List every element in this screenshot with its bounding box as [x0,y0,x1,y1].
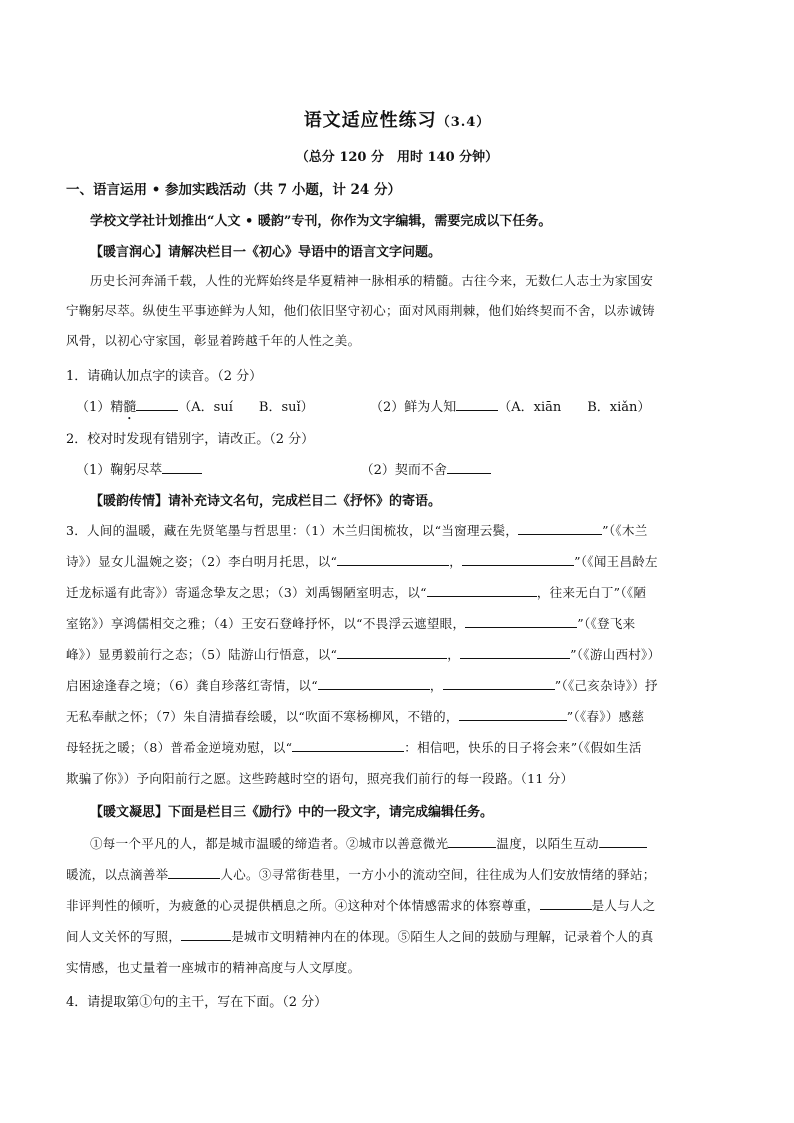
q3-text: ：相信吧，快乐的日子将会来”（《假如生活 [404,740,642,755]
q3-text: 启困途逢春之境；（6）龚自珍落红寄情，以“ [66,678,318,693]
answer-blank[interactable] [337,553,449,566]
passage3-text: 间人文关怀的写照， [66,929,182,944]
q3-text: ”（《春》）感慈 [566,709,645,724]
passage-line-1: 历史长河奔涌千载，人性的光辉始终是华夏精神一脉相承的精髓。古往今来，无数仁人志士为家国安 [90,273,654,288]
passage3-line-4 [66,927,730,945]
answer-blank[interactable] [599,835,647,848]
passage3-text: 温度，以陌生互动 [496,836,599,851]
question-4: 4．请提取第①句的主干，写在下面。（2 分） [66,995,328,1010]
q2a-text: （1）鞠躬尽萃 [76,463,163,478]
title-text: 语文适应性练习 [303,110,437,131]
q3-text: ， [449,554,463,569]
passage3-line-3 [66,896,730,914]
q1a-prefix: （1）精 [76,400,124,415]
q3-text: ”（《己亥杂诗》）抒 [554,678,658,693]
answer-blank[interactable] [448,835,496,848]
passage3-line-1 [90,834,730,852]
answer-blank[interactable] [462,553,574,566]
passage3-text: 暖流，以点滴善举 [66,867,169,882]
answer-blank[interactable] [337,646,447,659]
passage3-text: ①每一个平凡的人，都是城市温暖的缔造者。②城市以善意微光 [90,836,449,851]
q1a-choices: （A．suí B．suǐ） [178,400,314,415]
answer-blank[interactable] [447,461,491,474]
passage3-line-5: 实情感，也丈量着一座城市的精神高度与人文厚度。 [66,960,361,975]
task-heading-2: 【暖韵传情】请补充诗文名句，完成栏目二《抒怀》的寄语。 [90,494,442,509]
q3-text: ”（《木兰 [602,523,648,538]
q3-text: ”（《游山西村》） [570,647,661,662]
q3-text: 3．人间的温暖，藏在先贤笔墨与哲思里：（1）木兰归闺梳妆，以“当窗理云鬓， [66,523,519,538]
q3-line-7 [66,707,730,725]
section-heading: 一、语言运用 • 参加实践活动（共 7 小题，计 24 分） [66,182,402,198]
task-heading-1: 【暖言润心】请解决栏目一《初心》导语中的语言文字问题。 [90,245,442,260]
question-1: 1．请确认加点字的读音。（2 分） [66,369,263,384]
passage3-text: 是城市文明精神内在的体现。⑤陌生人之间的鼓励与理解，记录着个人的真 [231,929,654,944]
q3-text: ”（《闻王昌龄左 [574,554,658,569]
answer-blank[interactable] [456,398,498,411]
answer-blank[interactable] [443,677,555,690]
task-heading-3: 【暖文凝思】下面是栏目三《励行》中的一段文字，请完成编辑任务。 [90,805,494,820]
q3-line-6 [66,676,730,694]
page-title [0,106,794,132]
q3-text: ， [447,647,461,662]
answer-blank[interactable] [540,897,592,910]
q3-line-8 [66,738,730,756]
q3-line-9: 欺骗了你》）予向阳前行之愿。这些跨越时空的语句，照亮我们前行的每一段路。（11 分） [66,771,574,786]
q1b-prefix: （2）鲜为人知 [369,400,457,415]
page-subtitle: （总分 120 分 用时 140 分钟） [295,150,499,165]
q3-line-1 [66,521,730,539]
passage3-text: 人心。③寻常街巷里，一方小小的流动空间，往往成为人们安放情绪的驿站； [220,867,656,882]
question-2: 2．校对时发现有错别字，请改正。（2 分） [66,432,315,447]
q2b-text: （2）契而不舍 [360,463,447,478]
q3-line-3 [66,583,730,601]
answer-blank[interactable] [292,739,404,752]
intro-text: 学校文学社计划推出“人文 • 暖韵”专刊，你作为文字编辑，需要完成以下任务。 [90,214,552,229]
q3-text: 无私奉献之怀；（7）朱自清描春绘暖，以“吹面不寒杨柳风，不错的， [66,709,459,724]
answer-blank[interactable] [460,646,570,659]
q3-text: 室铭》）享鸿儒相交之雅；（4）王安石登峰抒怀，以“不畏浮云遮望眼， [66,616,466,631]
q3-line-5 [66,645,730,663]
passage3-text: 非评判性的倾听，为疲惫的心灵提供栖息之所。④这种对个体情感需求的体察尊重， [66,898,540,913]
passage3-line-2 [66,865,730,883]
q3-text: 迁龙标遥有此寄》）寄遥念挚友之思；（3）刘禹锡陋室明志，以“ [66,585,427,600]
q3-text: ”（《登飞来 [577,616,636,631]
question-1-options [76,396,740,423]
answer-blank[interactable] [181,928,231,941]
q1b-choices: （A．xiān B．xiǎn） [498,400,651,415]
question-2-items [76,459,740,478]
answer-blank[interactable] [162,461,202,474]
q3-text: ，往来无白丁”（《陋 [536,585,647,600]
answer-blank[interactable] [459,708,567,721]
q3-text: 母轻抚之暖；（8）普希金逆境劝慰，以“ [66,740,293,755]
q1a-dotted-char: 髓 [123,400,137,415]
passage3-text: 是人与人之 [591,898,656,913]
answer-blank[interactable] [318,677,430,690]
answer-blank[interactable] [136,398,178,411]
q3-text: 峰》）显勇毅前行之态；（5）陆游山行悟意，以“ [66,647,338,662]
q3-text: 诗》）显女儿温婉之姿；（2）李白明月托思，以“ [66,554,338,569]
answer-blank[interactable] [465,615,577,628]
answer-blank[interactable] [427,584,537,597]
q3-line-4 [66,614,730,632]
answer-blank[interactable] [168,866,220,879]
title-number: （3.4） [436,115,491,130]
passage-line-3: 风骨，以初心守家国，彰显着跨越千年的人性之美。 [66,333,361,348]
answer-blank[interactable] [518,522,602,535]
q3-line-2 [66,552,730,570]
q3-text: ， [429,678,443,693]
passage-line-2: 宁鞠躬尽萃。纵使生平事迹鲜为人知，他们依旧坚守初心；面对风雨荆棘，他们始终契而不舍，以赤诚铸 [66,303,655,318]
